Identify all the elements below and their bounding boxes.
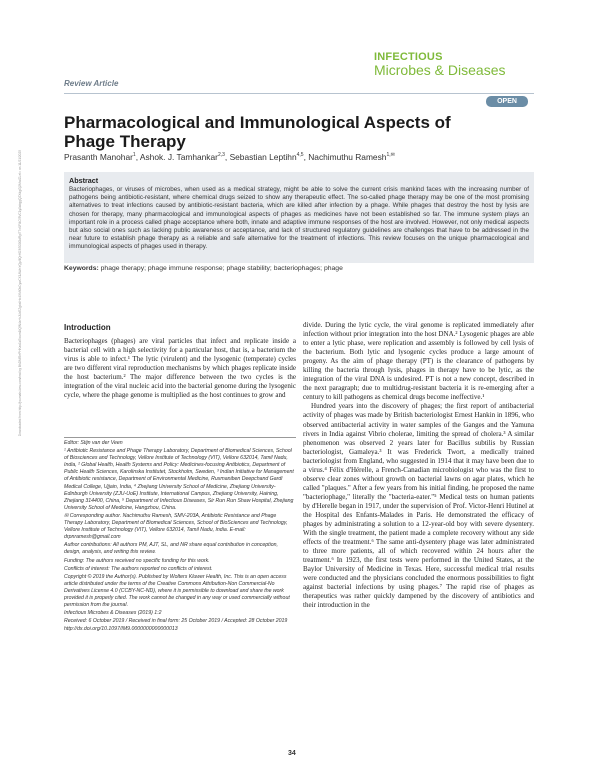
footnote-copyright: Copyright © 2019 the Author(s). Published by Wolters Kluwer Health, Inc. This is an open access article distributed under the terms of the Creative Commons Attribution-Non Commercial-No Derivatives License 4.0 (CCBY-NC-ND), where it is permissible to download and share the work provided it is properly cited. The work cannot be changed in any way or used commercially without permission from the journal.: [64, 573, 290, 609]
footnote-editor: Editor: Stijn van der Veen: [64, 440, 123, 446]
open-access-badge: OPEN: [486, 96, 528, 107]
author-separator: ,: [135, 152, 140, 162]
author-list: [64, 152, 534, 162]
body-paragraph: Bacteriophages (phages) are viral particles that infect and replicate inside a bacterial cell with a high selectivity for a particular host, that is, a bacterium the virus is able to infect.¹ The lytic (virulent) and the lysogenic (temperate) cycles are two different viral reproduction mechanisms by which phages replicate inside the host bacterium.² The major difference between the two cycles is the integration of the viral nucleic acid into the bacterial genome during the lysogenic cycle, where the phage genome is multiplied as the host continues to grow and: [64, 337, 296, 400]
keywords-line: [64, 265, 343, 272]
footnote-conflicts: Conflicts of interest: The authors reported no conflicts of interest.: [64, 565, 213, 572]
author-name[interactable]: Nachimuthu Ramesh: [308, 152, 387, 162]
author-separator: ,: [224, 152, 230, 162]
author-name[interactable]: Sebastian Leptihn: [229, 152, 297, 162]
footnote-dates: Received: 6 October 2019 / Received in final form: 25 October 2019 / Accepted: 28 October 2019: [64, 618, 288, 625]
abstract-heading: Abstract: [69, 176, 99, 185]
author-affiliation: 1,✉: [386, 152, 395, 159]
footnote-contributions: Author contributions: All authors PM, AJT, SL, and NR share equal contribution in conception, design, analysis, and writing this review.: [64, 542, 278, 556]
footnote-citation: Infectious Microbes & Diseases (2019) 1:2: [64, 610, 162, 617]
author-name[interactable]: Ashok. J. Tamhankar: [139, 152, 218, 162]
body-paragraph: Hundred years into the discovery of phages; the first report of antibacterial activity of phages was made by British bacteriologist Ernest Hankin in 1896, who observed antibacterial activity in water samples of the Ganges and the Yamuna rivers in India against Vibrio cholerae, limiting the spread of cholera.³ A similar phenomenon was observed 2 years later for Bacillus subtilis by Russian bacteriologist, Gamaleya.³ It was Frederick Twort, a medically trained bacteriologist from England, who suggested in 1914 that it may have been due to a virus.⁴ Félix d'Hérelle, a French-Canadian microbiologist who was the first to observe clear zones without growth on bacterial lawns on agar plates, which he called "plaques." After a few years from his initial finding, he proposed the name "bacteriophage," literally the "bacteria-eater."⁵ Medical tests on human patients by d'Herelle began in 1917, under the supervision of Prof. Victor-Henri Hutinel at the Hospital des Enfants-Malades in Paris. He demonstrated the efficacy of phages by administrating a solution to a 12-year-old boy with severe dysentery. With the single treatment, the patient made a complete recovery without any side effects of the treatment.⁶ The same anti-dysentery phage was later administrated to three more patients, all of which recovered within 24 hours after the treatment.⁶ In 1923, the first tests were performed in the United States, at the Baylor University of Medicine in Texas. Here, successful medical trial results were conducted and the physicians concluded the enormous possibilities to fight against bacterial infections by using phages.⁷ The rapid rise of phages as therapeutics was rather quickly dampened by the discovery of antibiotics and their introduction in the: [303, 402, 534, 610]
author-affiliation: 4,5: [296, 152, 304, 159]
journal-logo-line2: Microbes & Diseases: [374, 62, 506, 78]
author-name[interactable]: Prasanth Manohar: [64, 152, 133, 162]
keywords-list: phage therapy; phage immune response; phage stability; bacteriophages; phage: [100, 265, 343, 272]
footnote-affiliations: ¹ Antibiotic Resistance and Phage Therapy Laboratory, Department of Biomedical Sciences, School of Biosciences and Technology, Vellore Institute of Technology (VIT), Vellore 632014, Tamil Nadu, India, ² Global Health, Health Systems and Policy: Medicines-focusing Antibiotics, Department of Public Health Sciences, Karolinska Institutet, Stockholm, Sweden, ³ Indian Initiative for Management of Antibiotic resistance, Department of Environmental Medicine, Ruxmaniben Deepchand Gardi Medical College, Ujjain, India, ⁴ Zhejiang University School of Medicine, Zhejiang University-Edinburgh University (ZJU-UoE) Institute, International Campus, Zhejiang University, Haining, Zhejiang 314400, China, ⁵ Department of Infectious Diseases, Sir Run Run Shaw Hospital, Zhejiang University School of Medicine, Hangzhou, China.: [64, 448, 294, 511]
article-title: Pharmacological and Immunological Aspects of Phage Therapy: [64, 113, 451, 151]
page-number: 34: [288, 750, 296, 757]
footnote-divider: [64, 437, 296, 438]
journal-logo-line1: INFECTIOUS: [374, 51, 443, 63]
journal-logo: [374, 52, 506, 77]
introduction-heading: Introduction: [64, 323, 111, 332]
footnotes: [64, 440, 296, 634]
body-paragraph: divide. During the lytic cycle, the viral genome is replicated immediately after infection without prior integration into the host DNA.² Lysogenic phages are able to enter a lytic phase, were replication and assembly is followed by cell lysis of the bacterium. Both lytic and lysogenic cycles produce a large amount of progeny. As the aim of phage therapy (PT) is the clearance of pathogens by killing the bacteria through lysis, phages in therapy have to be lytic, as the integration of the viral DNA is undesired. PT is not a new concept, described in the next paragraph; due to multidrug-resistant bacteria it is re-emerging after a century to kill pathogens as chemical drugs become ineffective.¹: [303, 321, 534, 402]
author-affiliation: 1: [132, 152, 136, 159]
article-type-label: Review Article: [64, 79, 119, 88]
header-divider: [64, 93, 534, 94]
footnote-doi-link[interactable]: http://dx.doi.org/10.1097/IM9.0000000000000013: [64, 626, 178, 633]
author-separator: ,: [303, 152, 309, 162]
download-side-strip: Downloaded from http://journals.lww.com/imd by BhDMf5ePHKav1zEoum1tQfN4a+kJLhEZgbsIHo4XMi0hCywCX1AWnYQp/IlQrHD3i3D0OdRyi7TvSFl4Cf3VC1y0abggQZXdgGj2MwlZLeI= on 11/21/2025: [18, 150, 22, 437]
right-column-body: [303, 321, 534, 611]
left-column-body: [64, 337, 296, 400]
keywords-label: Keywords:: [64, 265, 99, 272]
footnote-corresponding: ✉ Corresponding author. Nachimuthu Ramesh, SMV-203A, Antibiotic Resistance and Phage Therapy Laboratory, Department of Biomedical Sciences, School of BioSciences and Technology, Vellore Institute of Technology (VIT), Vellore 632014, Tamil Nadu, India. E-mail: drpnramesh@gmail.com: [64, 512, 288, 541]
footnote-funding: Funding: The authors received no specific funding for this work.: [64, 557, 210, 564]
abstract-box: [64, 172, 534, 263]
author-affiliation: 2,3: [217, 152, 225, 159]
abstract-text: Bacteriophages, or viruses of microbes, when used as a medical strategy, might be able to solve the current crisis mankind faces with the increasing number of pathogens being antibiotic-resistant, where chemical drugs seized to show any therapeutic effect. The so-called phage therapy may be one of the most promising alternatives to treat infections caused by antibiotic-resistant bacteria, which are killed after infection by a phage. While phages that destroy the host by lysis are chosen for therapy, many pharmacological and immunological aspects of phages as medicines have not been established so far. The immune system plays an important role in a process called phage acceptance where both, innate and adaptive immune responses of the host are involved. However, not only medical aspects but also social ones such as lacking public awareness or acceptance, and lack of structured regulatory guidelines are challenges that have to be addressed in the near future to establish phage therapy as a reliable and safe alternative for the treatment of infections. This review focuses on the unique pharmacological and immunological aspects of phages used in therapy.: [69, 186, 529, 251]
